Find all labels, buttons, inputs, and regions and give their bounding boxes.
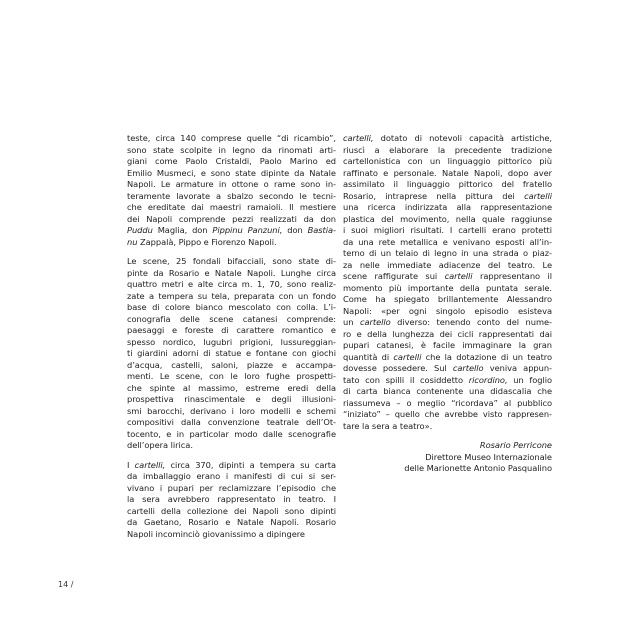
text-line: spesso nordico, lugubri prigioni, lussureggian- bbox=[127, 336, 336, 347]
text-line: Puddu Maglia, don Pippinu Panzuni, don Bastia- bbox=[127, 225, 336, 235]
text-line: smi barocchi, derivano i loro modelli e schemi bbox=[127, 405, 336, 416]
text-line: assimilato il linguaggio pittorico del fratello bbox=[343, 179, 552, 189]
text-line: Come ha spiegato brillantemente Alessandro bbox=[343, 294, 552, 304]
text-line: un cartello diverso: tenendo conto del nume- bbox=[343, 317, 552, 327]
text-line: che spinte al massimo, estreme eredi della bbox=[127, 382, 336, 393]
text-line: Emilio Musmeci, e sono state dipinte da Natale bbox=[127, 167, 336, 178]
text-line: da Gaetano, Rosario e Natale Napoli. Rosario bbox=[127, 517, 336, 527]
author-signature bbox=[343, 440, 552, 475]
text-line: conografia delle scene catanesi comprende: bbox=[127, 313, 336, 324]
author-role-line-2: delle Marionette Antonio Pasqualino bbox=[404, 463, 552, 473]
text-line: da una rete metallica e venivano esposti all’in- bbox=[343, 236, 552, 247]
text-line: base di colore bianco mescolato con colla. L’i- bbox=[127, 302, 336, 312]
right-text-column bbox=[343, 133, 552, 475]
page-number: 14 / bbox=[58, 580, 74, 589]
text-line: nu Zappalà, Pippo e Fiorenzo Napoli. bbox=[127, 236, 277, 247]
text-line: paesaggi e foreste di carattere romantico e bbox=[127, 325, 336, 335]
text-line: tato con spilli il cosiddetto ricordino, un foglio bbox=[343, 374, 552, 385]
text-line: i suoi migliori risultati. I cartelli erano protetti bbox=[343, 225, 552, 235]
text-line: da imballaggio erano i manifesti di cui si ser- bbox=[127, 471, 336, 481]
text-line: una ricerca indirizzata alla rappresentazione bbox=[343, 202, 552, 212]
text-line: pupari catanesi, è facile immaginare la gran bbox=[343, 340, 552, 350]
text-line: quattro metri e alte circa m. 1, 70, sono realiz- bbox=[127, 279, 336, 289]
text-line: Napoli. Le armature in ottone o rame sono in- bbox=[127, 179, 336, 189]
text-line: “iniziato” – quello che avrebbe visto rappresen- bbox=[343, 409, 552, 419]
text-line: la sera avrebbero rappresentato in teatro. I bbox=[127, 494, 336, 504]
text-line: quantità di cartelli che la dotazione di un teatro bbox=[343, 351, 552, 362]
text-line: d’acqua, castelli, saloni, piazze e accampa- bbox=[127, 359, 336, 370]
left-text-column bbox=[127, 133, 336, 540]
text-line: raffinato e personale. Natale Napoli, dopo aver bbox=[343, 167, 552, 178]
text-line: plastica del movimento, nella quale raggiunse bbox=[343, 213, 552, 224]
text-line: zate a tempera su tela, preparata con un fondo bbox=[127, 290, 336, 301]
text-line: ti giardini adorni di statue e fontane con giochi bbox=[127, 348, 336, 358]
text-line: terno di un telaio di legno in una strada o piaz- bbox=[343, 248, 552, 258]
text-line: sono state scolpite in legno da rinomati arti- bbox=[127, 144, 336, 155]
text-line: momento più importante della puntata serale. bbox=[343, 282, 552, 293]
text-line: scene raffigurate sui cartelli rappresentano il bbox=[343, 271, 552, 281]
author-name: Rosario Perricone bbox=[479, 440, 552, 450]
text-line: Le scene, 25 fondali bifacciali, sono state di- bbox=[127, 256, 336, 266]
text-line: tocento, e in particolar modo dalle scenografie bbox=[127, 428, 336, 439]
text-line: menti. Le scene, con le loro fughe prospetti- bbox=[127, 371, 336, 381]
text-line: vivano i pupari per reclamizzare l’episodio che bbox=[127, 482, 336, 493]
text-line: dell’opera lirica. bbox=[127, 440, 193, 450]
text-line: cartellonistica con un linguaggio pittorico più bbox=[343, 156, 552, 166]
text-line: tare la sera a teatro». bbox=[343, 420, 433, 431]
author-role-line-1: Direttore Museo Internazionale bbox=[425, 451, 552, 462]
text-line: riassumeva – o meglio “ricordava” al pubblico bbox=[343, 397, 552, 408]
text-line: prospettiva rinascimentale e degli illusioni- bbox=[127, 394, 336, 404]
text-line: dei Napoli comprende pezzi realizzati da don bbox=[127, 213, 336, 224]
text-line: Rosario, intraprese nella pittura dei cartelli bbox=[343, 190, 552, 201]
text-line: riuscì a elaborare la precedente tradizione bbox=[343, 144, 552, 155]
text-line: cartelli, dotato di notevoli capacità artistiche, bbox=[343, 133, 552, 143]
text-line: pinte da Rosario e Natale Napoli. Lunghe circa bbox=[127, 267, 336, 278]
text-line: compositivi dalla convenzione teatrale dell’Ot- bbox=[127, 417, 336, 427]
text-line: di carta bianca contenente una didascalia che bbox=[343, 386, 552, 396]
paragraph-cartelli-intro bbox=[127, 460, 336, 541]
text-line: giani come Paolo Cristaldi, Paolo Marino ed bbox=[127, 156, 336, 166]
paragraph-scenes bbox=[127, 256, 336, 452]
text-line: cartelli della collezione dei Napoli sono dipinti bbox=[127, 505, 336, 516]
text-line: ro e della lunghezza dei cicli rappresentati dai bbox=[343, 328, 552, 339]
text-line: dovesse possedere. Sul cartello veniva appun- bbox=[343, 363, 552, 373]
text-line: che ereditate dai maestri ramaioli. Il mestiere bbox=[127, 202, 336, 212]
text-line: teste, circa 140 comprese quelle “di ricambio”, bbox=[127, 133, 336, 143]
text-line: I cartelli, circa 370, dipinti a tempera su carta bbox=[127, 459, 336, 470]
text-line: Napoli: «per ogni singolo episodio esisteva bbox=[343, 305, 552, 316]
text-line: teramente lavorate a sbalzo secondo le tecni- bbox=[127, 190, 336, 201]
paragraph-puppet-heads bbox=[127, 133, 336, 248]
text-line: za nelle immediate adiacenze del teatro. Le bbox=[343, 259, 552, 270]
text-line: Napoli incominciò giovanissimo a dipingere bbox=[127, 528, 305, 539]
paragraph-cartelli-history bbox=[343, 133, 552, 432]
